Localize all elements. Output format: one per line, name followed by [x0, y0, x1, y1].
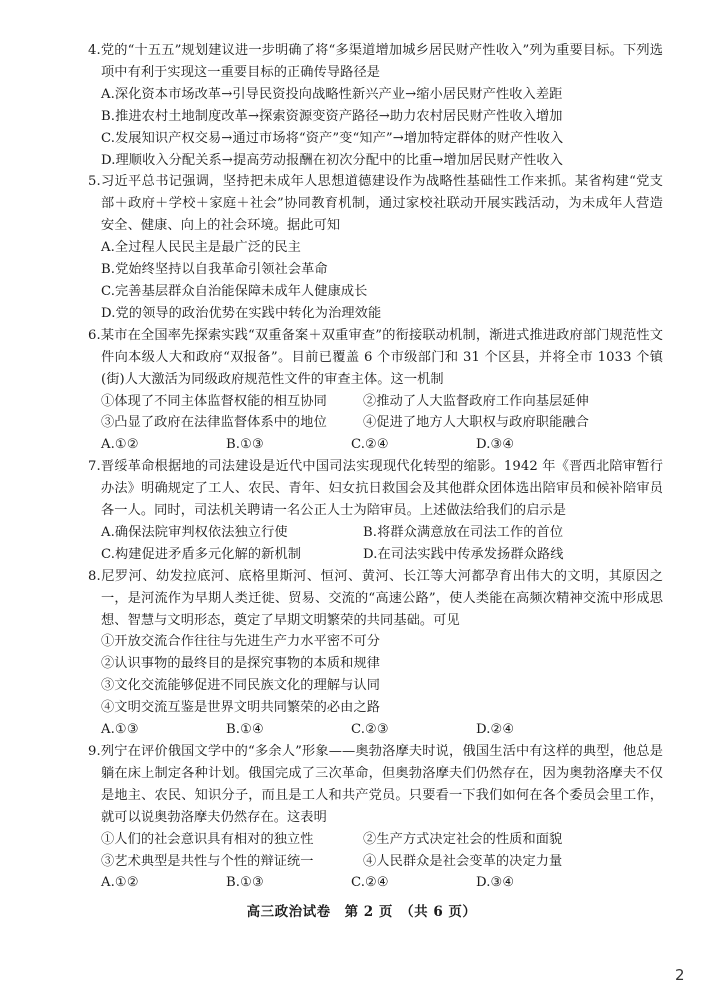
question-4-stem: 4.党的“十五五”规划建议进一步明确了将“多渠道增加城乡居民财产性收入”列为重要目标。下列选项中有利于实现这一重要目标的正确传导路径是 — [88, 43, 663, 80]
question-6-choice-c: C.②④ — [351, 437, 389, 453]
question-7-stem: 7.晋绥革命根据地的司法建设是近代中国司法实现现代化转型的缩影。1942 年《晋西北陪审暂行办法》明确规定了工人、农民、青年、妇女抗日救国会及其他群众团体选出陪审员和候补陪审员各一人。同时，司法机关聘请一名公正人士为陪审员。上述做法给我们的启示是 — [88, 459, 663, 519]
question-9-statement-1: ①人们的社会意识具有相对的独立性 — [101, 831, 314, 847]
question-9-choice-d: D.③④ — [476, 875, 515, 891]
question-6-statement-3: ③凸显了政府在法律监督体系中的地位 — [101, 415, 327, 431]
question-6-choice-b: B.①③ — [226, 437, 264, 453]
question-9-choices — [101, 872, 663, 894]
question-6-choice-d: D.③④ — [476, 437, 515, 453]
question-8-choice-a: A.①③ — [101, 722, 139, 738]
question-7-option-b: B.将群众满意放在司法工作的首位 — [363, 524, 564, 540]
question-8-statement-4: ④文明交流互鉴是世界文明共同繁荣的必由之路 — [101, 700, 381, 716]
question-6-choice-a: A.①② — [101, 437, 139, 453]
question-9-choice-c: C.②④ — [351, 875, 389, 891]
question-6-statement-2: ②推动了人大监督政府工作向基层延伸 — [363, 393, 589, 409]
question-9-statements — [101, 829, 663, 873]
question-7-options — [101, 522, 663, 566]
question-7 — [88, 456, 663, 566]
question-4 — [88, 40, 663, 171]
question-8-choices — [101, 719, 663, 741]
question-8-choice-c: C.②③ — [351, 722, 389, 738]
question-6-choices — [101, 434, 663, 456]
question-5-stem: 5.习近平总书记强调，坚持把未成年人思想道德建设作为战略性基础性工作来抓。某省构建“党支部＋政府＋学校＋家庭＋社会”协同教育机制，通过家校社联动开展实践活动，为未成年人营造安全、健康、向上的社会环境。据此可知 — [88, 174, 663, 234]
question-9-choice-b: B.①③ — [226, 875, 264, 891]
question-8-choice-b: B.①④ — [226, 722, 264, 738]
page-footer: 高三政治试卷 第 2 页 （共 6 页） — [246, 904, 477, 920]
question-5-option-c: C.完善基层群众自治能保障未成年人健康成长 — [101, 283, 368, 299]
question-4-option-d: D.理顺收入分配关系→提高劳动报酬在初次分配中的比重→增加居民财产性收入 — [101, 152, 563, 168]
question-9-statement-3: ③艺术典型是共性与个性的辩证统一 — [101, 853, 314, 869]
page-number: 2 — [675, 966, 685, 984]
question-8-statement-3: ③文化交流能够促进不同民族文化的理解与认同 — [101, 678, 381, 694]
question-6-statement-1: ①体现了不同主体监督权能的相互协同 — [101, 393, 327, 409]
question-4-option-a: A.深化资本市场改革→引导民资投向战略性新兴产业→缩小居民财产性收入差距 — [101, 86, 563, 102]
question-4-option-b: B.推进农村土地制度改革→探索资源变资产路径→助力农村居民财产性收入增加 — [101, 108, 563, 124]
question-9-statement-4: ④人民群众是社会变革的决定力量 — [363, 853, 563, 869]
question-8-choice-d: D.②④ — [476, 722, 515, 738]
question-list — [88, 40, 663, 894]
question-6-statements — [101, 391, 663, 435]
question-4-option-c: C.发展知识产权交易→通过市场将“资产”变“知产”→增加特定群体的财产性收入 — [101, 130, 564, 146]
question-7-option-a: A.确保法院审判权依法独立行使 — [101, 524, 288, 540]
question-8-statement-1: ①开放交流合作往往与先进生产力水平密不可分 — [101, 634, 381, 650]
question-9-statement-2: ②生产方式决定社会的性质和面貌 — [363, 831, 563, 847]
question-5-option-d: D.党的领导的政治优势在实践中转化为治理效能 — [101, 305, 382, 321]
question-8-stem: 8.尼罗河、幼发拉底河、底格里斯河、恒河、黄河、长江等大河都孕育出伟大的文明，其原因之一，是河流作为早期人类迁徙、贸易、交流的“高速公路”，使人类能在高频次精神交流中形成思想、智慧与文明形态，奠定了早期文明繁荣的共同基础。可见 — [88, 568, 663, 628]
question-7-option-c: C.构建促进矛盾多元化解的新机制 — [101, 546, 302, 562]
question-5 — [88, 171, 663, 324]
question-8-statement-2: ②认识事物的最终目的是探究事物的本质和规律 — [101, 656, 381, 672]
question-5-option-b: B.党始终坚持以自我革命引领社会革命 — [101, 262, 328, 278]
question-6-stem: 6.某市在全国率先探索实践“双重备案＋双重审查”的衔接联动机制，渐进式推进政府部门规范性文件向本级人大和政府“双报备”。目前已覆盖 6 个市级部门和 31 个区县，并将全市 1033 个镇(街)人大激活为同级政府规范性文件的审查主体。这一机制 — [88, 327, 663, 387]
question-6 — [88, 325, 663, 456]
question-6-statement-4: ④促进了地方人大职权与政府职能融合 — [363, 415, 589, 431]
question-5-option-a: A.全过程人民民主是最广泛的民主 — [101, 240, 301, 256]
question-8 — [88, 566, 663, 741]
question-9-stem: 9.列宁在评价俄国文学中的“多余人”形象——奥勃洛摩夫时说，俄国生活中有这样的典型，他总是躺在床上制定各种计划。俄国完成了三次革命，但奥勃洛摩夫们仍然存在，因为奥勃洛摩夫不仅是地主、农民、知识分子，而且是工人和共产党员。只要看一下我们如何在各个委员会里工作，就可以说奥勃洛摩夫仍然存在。这表明 — [88, 744, 663, 825]
question-9-choice-a: A.①② — [101, 875, 139, 891]
question-7-option-d: D.在司法实践中传承发扬群众路线 — [363, 546, 564, 562]
question-9 — [88, 741, 663, 894]
